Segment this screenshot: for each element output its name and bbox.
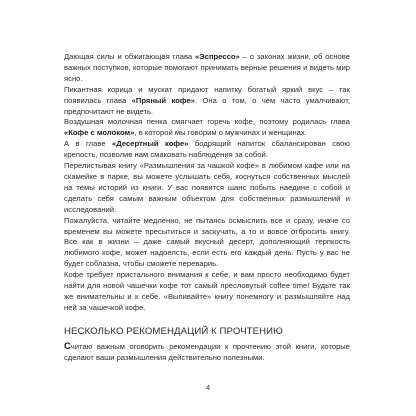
- body-text: [64, 52, 350, 314]
- chapter-title: «Кофе с молоком»: [64, 128, 135, 138]
- recommendation-paragraph: [64, 341, 350, 364]
- paragraph-milk: [64, 117, 350, 139]
- chapter-title: «Десертный кофе»: [112, 139, 189, 149]
- drop-cap: С: [64, 339, 71, 351]
- text-run: Пожалуйста, читайте медленно, не пытаясь осмыслить все и сразу, иначе со временем вы можете пресытиться и заскучать, а то и вовсе отбросить книгу. Все как в жизни – даже самый вкусный десерт, дополняющий терпкость любимого кофе, может надоелсть, если есть его каждый день. Пусть у вас не будет соблазна, чтобы сможете перевариь.: [64, 215, 350, 269]
- section-heading: НЕСКОЛЬКО РЕКОМЕНДАЦИЙ К ПРОЧТЕНИЮ: [64, 325, 283, 337]
- text-run: . Она о том, о чем часто умалчивают, предпочитают не видеть.: [64, 95, 351, 116]
- text-run: Воздушная молочная пенка смягчает горечь кофе, поэтому родилась глава: [64, 117, 350, 127]
- paragraph-dessert: [64, 139, 350, 161]
- paragraph-slowly: [64, 216, 350, 271]
- paragraph-attention: [64, 270, 350, 314]
- text-run: , в которой мы говорим о мужчинах и женщинах.: [134, 128, 307, 138]
- chapter-title: «Пряный кофе»: [131, 95, 195, 105]
- text-run: Дающая силы и обжигающая глава: [64, 52, 196, 61]
- paragraph-reread: [64, 161, 350, 216]
- text-run: Перелистывая книгу «Размышления за чашкой кофе» в любимом кафе или на скамейке в парке, вы можете услышать себя, коснуться собственных мыслей на темы историй из книги. У вас появится шанс побыть наедине с собой и сделать себя самым важным объектом для собственных размышлений и исследований.: [64, 161, 350, 214]
- chapter-title: «Эспрессо»: [195, 52, 240, 61]
- page-number: 4: [205, 383, 211, 392]
- recommendation-text: читаю важным оговорить рекомендации к прочтению этой книги, которые сделают ваши размышления действительно полезными.: [64, 341, 350, 362]
- text-run: Пикантная корица и мускат придают напитку богатый яркий вкус – так появилась глава: [64, 84, 350, 105]
- paragraph-spicy: [64, 85, 350, 118]
- text-run: Кофе требует пристального внимания к себе, и вам просто необходимо будет найти для новой чашечки кофе тот самый пресловутый coffee time! Будьте так же внимательны и к себе. «Выпивайте» книгу понемногу и размышляйте над ней за чашечкой кофе.: [64, 270, 350, 312]
- text-run: – о законах жизни, об основе важных поступков, которые помогают принимать верные решения и видеть мир ясно.: [64, 52, 350, 83]
- text-run: бодрящий напиток сбалансирован свою крепость, позволив нам смаковать наблюдения за собой.: [64, 139, 350, 160]
- paragraph-espresso: [64, 52, 350, 85]
- text-run: А в главе: [64, 139, 113, 149]
